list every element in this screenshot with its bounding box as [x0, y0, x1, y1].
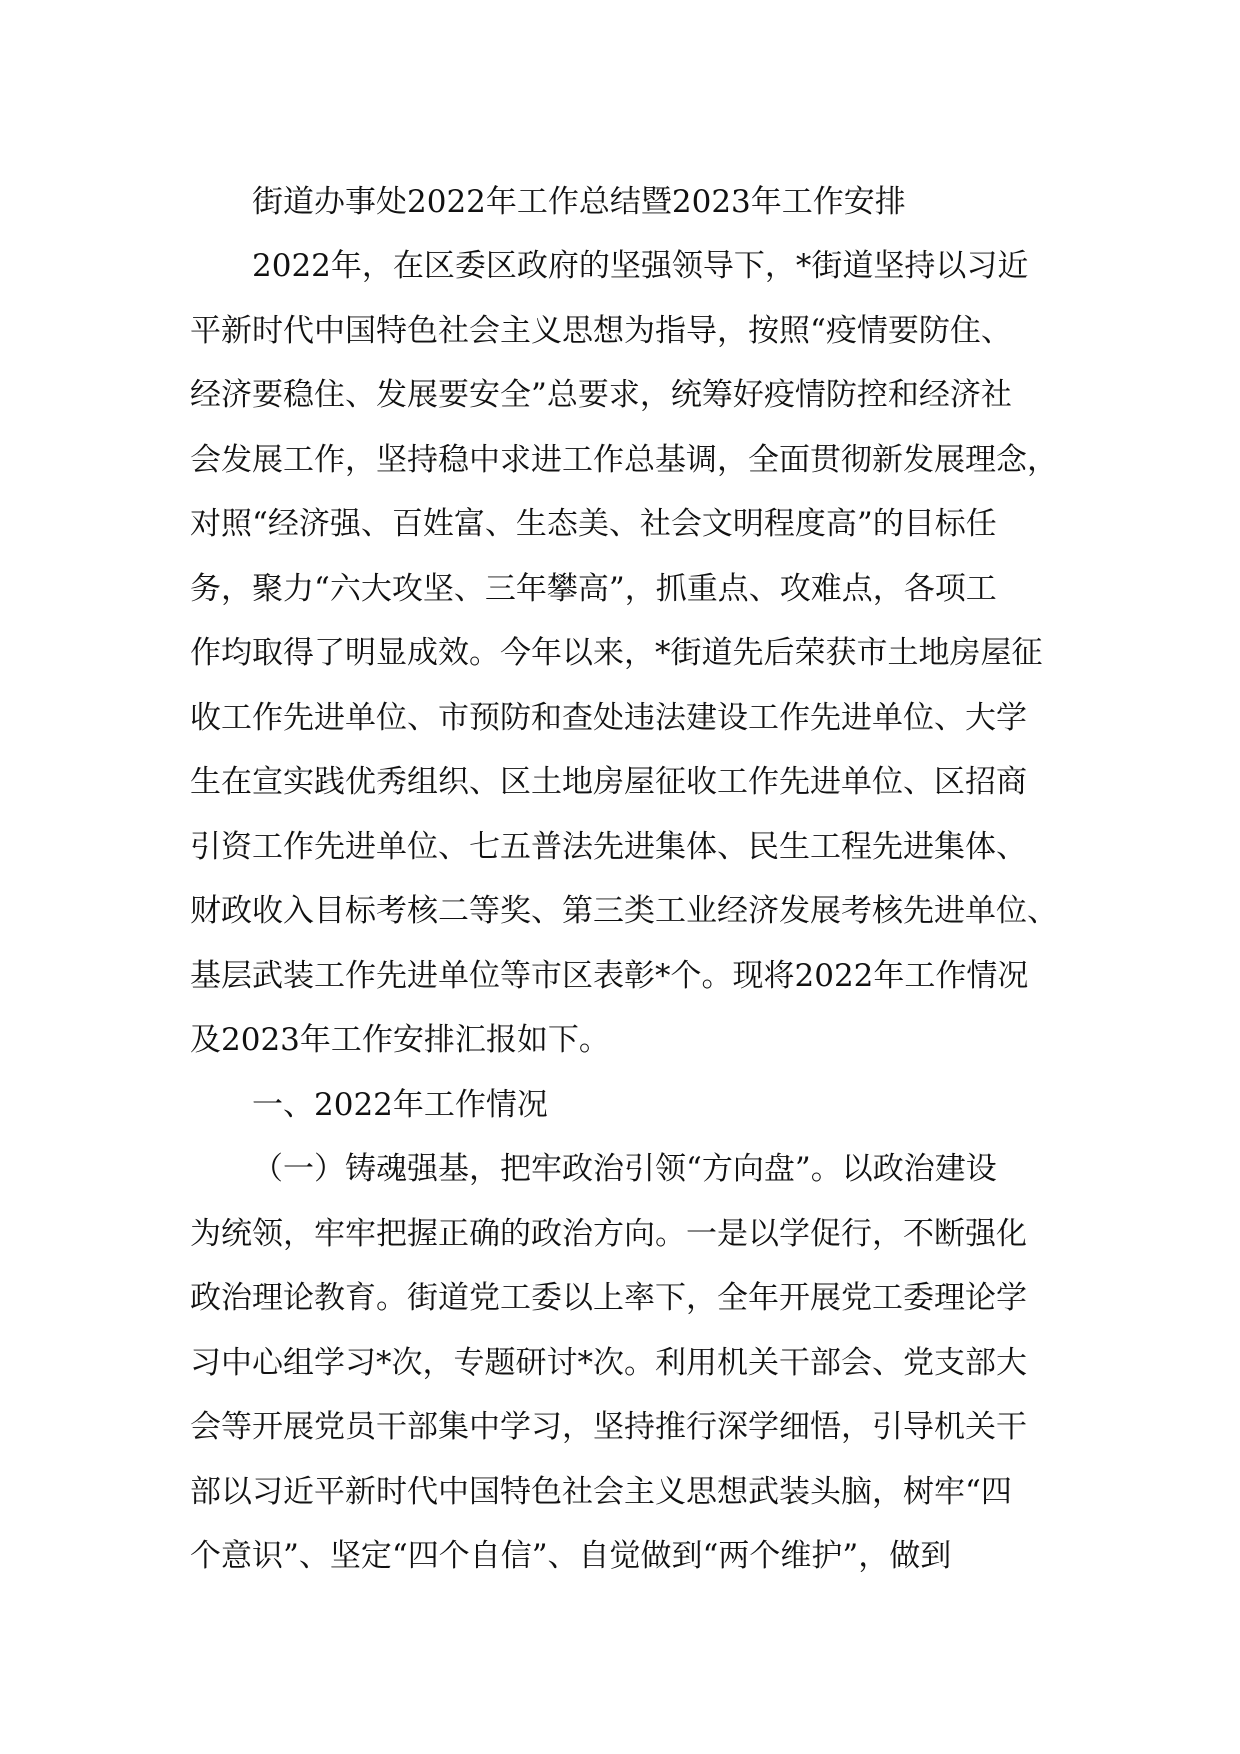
section-heading: 一、2022年工作情况 [252, 1086, 548, 1123]
document-title: 街道办事处2022年工作总结暨2023年工作安排 [252, 184, 906, 220]
text-line: 为统领，牢牢把握正确的政治方向。一是以学促行，不断强化 [190, 1215, 1027, 1252]
text-line: 收工作先进单位、市预防和查处违法建设工作先进单位、大学 [190, 699, 1027, 736]
text-line: 财政收入目标考核二等奖、第三类工业经济发展考核先进单位、 [190, 893, 1058, 929]
text-line: 及2023年工作安排汇报如下。 [190, 1022, 610, 1058]
text-line: 政治理论教育。街道党工委以上率下，全年开展党工委理论学 [190, 1280, 1027, 1316]
text-line: 部以习近平新时代中国特色社会主义思想武装头脑，树牢“四 [190, 1473, 1012, 1510]
text-line: 生在宣实践优秀组织、区土地房屋征收工作先进单位、区招商 [190, 764, 1027, 800]
text-line: 会等开展党员干部集中学习，坚持推行深学细悟，引导机关干 [190, 1409, 1027, 1445]
text-line: 引资工作先进单位、七五普法先进集体、民生工程先进集体、 [190, 828, 1027, 865]
text-line: 会发展工作，坚持稳中求进工作总基调，全面贯彻新发展理念， [190, 441, 1058, 478]
text-line: 基层武装工作先进单位等市区表彰*个。现将2022年工作情况 [190, 957, 1029, 994]
text-line: 务，聚力“六大攻坚、三年攀高”，抓重点、攻难点，各项工 [190, 570, 997, 607]
text-line: （一）铸魂强基，把牢政治引领“方向盘”。以政治建设 [252, 1151, 997, 1187]
text-line: 2022年，在区委区政府的坚强领导下，*街道坚持以习近 [252, 248, 1029, 284]
text-line: 平新时代中国特色社会主义思想为指导，按照“疫情要防住、 [190, 312, 1012, 349]
text-line: 对照“经济强、百姓富、生态美、社会文明程度高”的目标任 [190, 506, 997, 542]
text-line: 个意识”、坚定“四个自信”、自觉做到“两个维护”，做到 [190, 1538, 952, 1574]
document-body [190, 170, 1090, 1589]
text-line: 经济要稳住、发展要安全”总要求，统筹好疫情防控和经济社 [190, 377, 1012, 413]
text-line: 习中心组学习*次，专题研讨*次。利用机关干部会、党支部大 [190, 1344, 1027, 1381]
text-line: 作均取得了明显成效。今年以来，*街道先后荣获市土地房屋征 [190, 635, 1043, 671]
